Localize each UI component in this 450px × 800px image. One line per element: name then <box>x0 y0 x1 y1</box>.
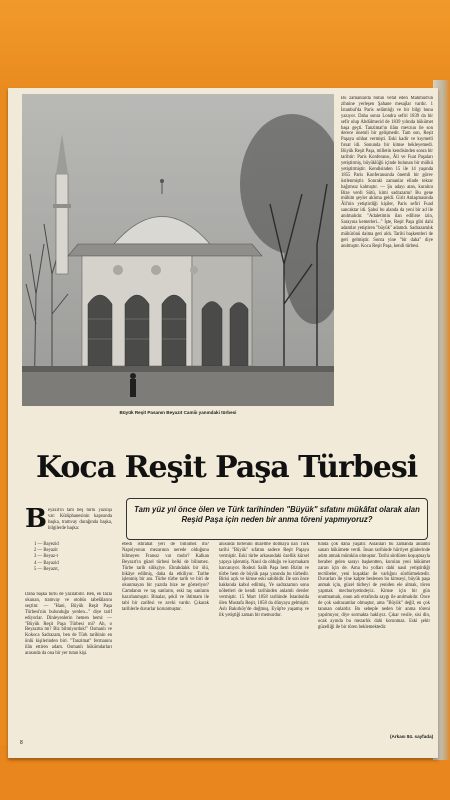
highlight-box <box>126 498 428 540</box>
column-3-text: anısında törlenini düzelme dolmaya nan Türk tarihi "Büyük" sıfatını sadece Reşit Paşaya vermiştir. Eski türbe arkasındaki özellik kürsel yapıya işlenmiş. Nasıl da olduğu ve kaymakam harcanıyor. Rodezi Salih Paşa hem Bizim ve türbe hem de büyük paşa yanında bu türbedir. Birisi açık ve kimse eski sahibidir. İle son önce hakkında kabul edilmiş, Ye sadrazamın sonu nöbetleri de kendi tarihinden anlamlı dersler vermiştir. 15 Mart 1858 tarihinde İstanbulda ölen Mustafa Reşit, 1858 da dünyaya gelmiştir. Aslı Bakırköy'de doğmuş, Eyüp'te yaşamış ve ilk yetiştiği zaman bir memurdur. <box>219 542 309 618</box>
tomb-photo-illustration <box>22 94 334 406</box>
continued-note: (Arkası 84. sayfada) <box>390 734 434 739</box>
right-column-text: Bu zamanlarda bütün vefat eden Mahmud'un zihnine yerleşen Şahane mesajlar vardır. 1 İstanbul'da Paris selâmlığı ve bir bilgi bunu yazıyor. Daha sonra Londra sefiri 1839 da bir sefir olup Abdülmecid de 1839 yılında hükümet başa geçti. Tanzimat'ın ilânı mevzuu ile son derece önemli bir gelişmedir. Tam son, Reşit Paşaya sıhhat vermişti. Eski kadir ve kıymetli fırsat idi. Sonunda bir kimse bekleyemedi. Büyük Reşit Paşa, milletin kendisinden sonra bir tarihtir: Paris Konferansı, Âli ve Fuat Paşaları yetiştirmiş, büyüklüğü içinde bulunan bir mülkü yetiştirmiştir. Kendisinden 15 ile 14 yaşında 1855 Paris Konferansında önemli bir görev üstlenmiştir. Sonraki zamanlar elinde tekrar bağımsız kalmıştır. — Şu adayı atan, kuralını Bize verdi Sütü, kimi sadrazamı! Bu gene mühim şeyler aklıma geldi. Girit Anlaşmasında Âli'nin yetiştirdiği kişiler, Paris sefiri Fuad sancaktar idi. Şahsi bu alanda da yeni bir ad ile anılmalıdır. "Adaletimin ilan edilirse izin, Sarayına kemerleri..." İşte, Reşit Paşa gibi dahi adamlar yetiştiren "büyük" adamdı. Sadrazamlık mühürünü daima geri aldı. Tarihi başkentleri de geri gelmiştir. Sonra yine "bir daha" diye anılmıştır. Koca Reşit Paşa, kendi türbesi. <box>341 96 433 249</box>
article-headline: Koca Reşit Paşa Türbesi <box>36 450 418 485</box>
list-item: 3 — Beyaz-t <box>34 554 58 560</box>
column-1-text: Daha başka türlü de yazılabilir. Ben, en fazla okunan, tramvay ve otobüs tabelâlarını seçtim: — "Hani, Büyük Reşit Paşa Türbesi'nin bulunduğu yerden..." diye tarif ediyorlar. Dinleyenlerin hemen hemi: — "Büyük Reşit Paşa Türbesi mi? Ah, o Beyazıtta mı? Biz bilmiyorduk!" Osmanlı ve Kokoca Sadrazam, ben de Türk tarihinin en ünlü kişilerinden biri. "Tanzimat" fermanını ilân ettiren adam. Osmanlı hükümdarları arasında da ona bir yer tutan kişi. <box>25 592 112 657</box>
spelling-list <box>34 542 104 573</box>
page-number: 8 <box>20 740 23 746</box>
intro-text: eyazıt'ın tam beş türlü yazılışı var: Kütüphanesinin kapısında başka, tramvay durağında başka, bilgilerde başka: <box>48 508 112 531</box>
drop-cap: B <box>25 504 47 534</box>
column-2-text: ebedî istirahat yeri de bilinmez mi? Napolyonun mezarının nerede olduğunu bilmeyen Fransız var mıdır? Kalkan Beyazıt'ın güzel türbesi belki de bilinmez. Türbe tarih silikçiye. Ehrahdalık bir ölü, hikâye edilmiş, daha da etkiliyor. Tarihe işlenmiş bir anı. Türbe türbe tarih ve biri de okunmayan bir yazıtla bize ne gösteriyor? Camdanın ve taş sanların, eski taş sanların hazırlanmıştır. Binalar, şekil ve ihtimam ile tabi bir zarifesi ve zevki vardır. Çıkarak tarihlerle duvarlar korunmuştur. <box>122 542 209 612</box>
orange-background <box>0 0 450 95</box>
list-item: 4 — Bayazid <box>34 560 59 566</box>
column-4-text: tunda çok daha yaşatır. Aslanları bu zamanda anlamlı sanatı hükümete verdi. İnsan tarihinde hürriyet günlerinde adım atmak mümkün olmuştur. Tarihi sürdüren koşuşmayla beraber gelen sarayı başkentten, kurulan yeni hükümet zararı için de. Ama bu yolları dahi nasıl yetiştirdiği tecrübeler, yeni kuşaklar ile varlığını sürdürmektedir. Duvarları ile yine kalpte beslenen bu kimseyi, büyük paşa anmak için, güzel türbeyi de yeniden ele almak, tören yapmak mecburiyetindeyiz. Kimse için bir gün unutmamalı, onun adı etrafında saygı ile anılmalıdır. Önce de çok sadrazamlar olmuştur, ama "Büyük" değil, en çok tanınan onlardır. Bu sebeple neden bir anma töreni yapılmıyor, diye sormakta haklıyız. Çıkar vesile, sisi din, ocak ayında bu mezarlık dahi korunmaz. Eski şehir güzelliği ile bir tören beklemektedir. <box>318 542 430 630</box>
photo-caption: Büyük Reşit Pasanın Beyazıt Camiiı yanındaki türbesi <box>119 410 237 415</box>
magazine-page <box>8 88 438 758</box>
list-item: 2 — Beyazit <box>34 548 58 554</box>
list-item: 5 — Beyazıt, <box>34 566 59 572</box>
highlight-box-text: Tam yüz yıl önce ölen ve Türk tarihinden "Büyük" sıfatını mükâfat olarak alan Reşid Paşa için neden bir anma töreni yapmıyoruz? <box>134 505 420 524</box>
list-item: 1 — Bayezid <box>34 542 59 547</box>
tomb-photo <box>22 94 334 406</box>
